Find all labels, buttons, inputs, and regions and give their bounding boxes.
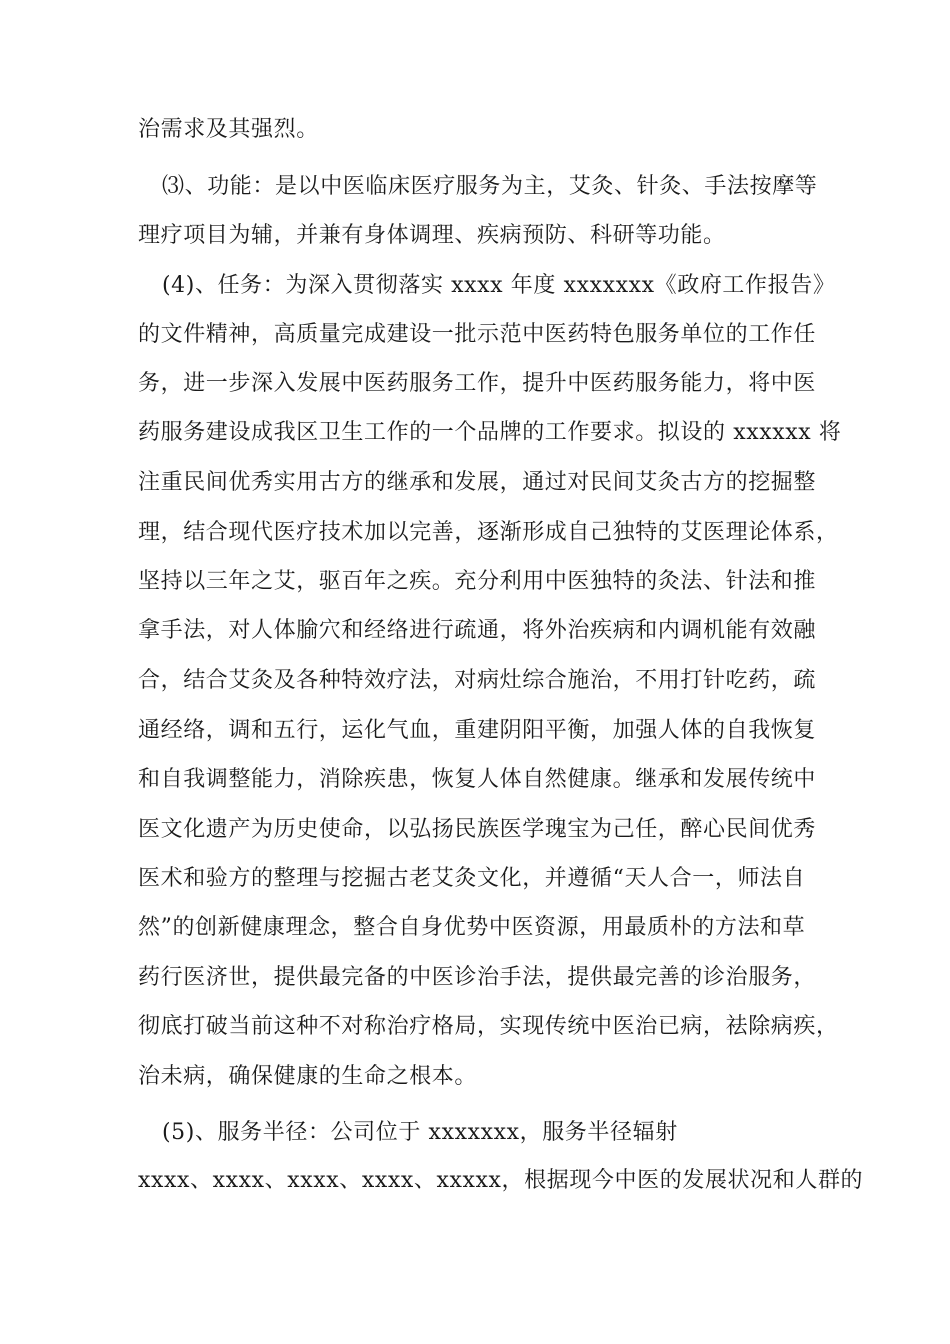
text-line-16: 医术和验方的整理与挖掘古老艾灸文化，并遵循“天人合一，师法自 (138, 866, 806, 891)
text-line-12: 合，结合艾灸及各种特效疗法，对病灶综合施治，不用打针吃药，疏 (138, 668, 817, 693)
text-line-4: (4)、任务：为深入贯彻落实 xxxx 年度 xxxxxxx《政府工作报告》 (162, 273, 836, 298)
text-line-19: 彻底打破当前这种不对称治疗格局，实现传统中医治已病，祛除病疾， (138, 1014, 839, 1039)
text-line-1: 治需求及其强烈。 (138, 117, 319, 142)
text-line-8: 注重民间优秀实用古方的继承和发展，通过对民间艾灸古方的挖掘整 (138, 470, 817, 495)
text-line-5: 的文件精神，高质量完成建设一批示范中医药特色服务单位的工作任 (138, 322, 817, 347)
text-line-13: 通经络，调和五行，运化气血，重建阴阳平衡，加强人体的自我恢复 (138, 718, 817, 743)
text-line-9: 理，结合现代医疗技术加以完善，逐渐形成自己独特的艾医理论体系， (138, 520, 839, 545)
text-line-6: 务，进一步深入发展中医药服务工作，提升中医药服务能力，将中医 (138, 371, 817, 396)
text-line-18: 药行医济世，提供最完备的中医诊治手法，提供最完善的诊治服务， (138, 965, 817, 990)
text-line-17: 然”的创新健康理念，整合自身优势中医资源，用最质朴的方法和草 (138, 915, 806, 940)
text-line-21: (5)、服务半径：公司位于 xxxxxxx，服务半径辐射 (162, 1120, 678, 1145)
text-line-10: 坚持以三年之艾，驱百年之疾。充分利用中医独特的灸法、针法和推 (138, 569, 817, 594)
text-line-15: 医文化遗产为历史使命，以弘扬民族医学瑰宝为己任，醉心民间优秀 (138, 817, 817, 842)
text-line-11: 拿手法，对人体腧穴和经络进行疏通，将外治疾病和内调机能有效融 (138, 618, 817, 643)
text-line-14: 和自我调整能力，消除疾患，恢复人体自然健康。继承和发展传统中 (138, 767, 817, 792)
text-line-7: 药服务建设成我区卫生工作的一个品牌的工作要求。拟设的 xxxxxx 将 (138, 420, 842, 445)
text-line-3: 理疗项目为辅，并兼有身体调理、疾病预防、科研等功能。 (138, 223, 726, 248)
text-line-20: 治未病，确保健康的生命之根本。 (138, 1064, 478, 1089)
text-line-2: ⑶、功能：是以中医临床医疗服务为主，艾灸、针灸、手法按摩等 (162, 174, 818, 199)
text-line-22: xxxx、xxxx、xxxx、xxxx、xxxxx，根据现今中医的发展状况和人群的 (138, 1168, 864, 1193)
